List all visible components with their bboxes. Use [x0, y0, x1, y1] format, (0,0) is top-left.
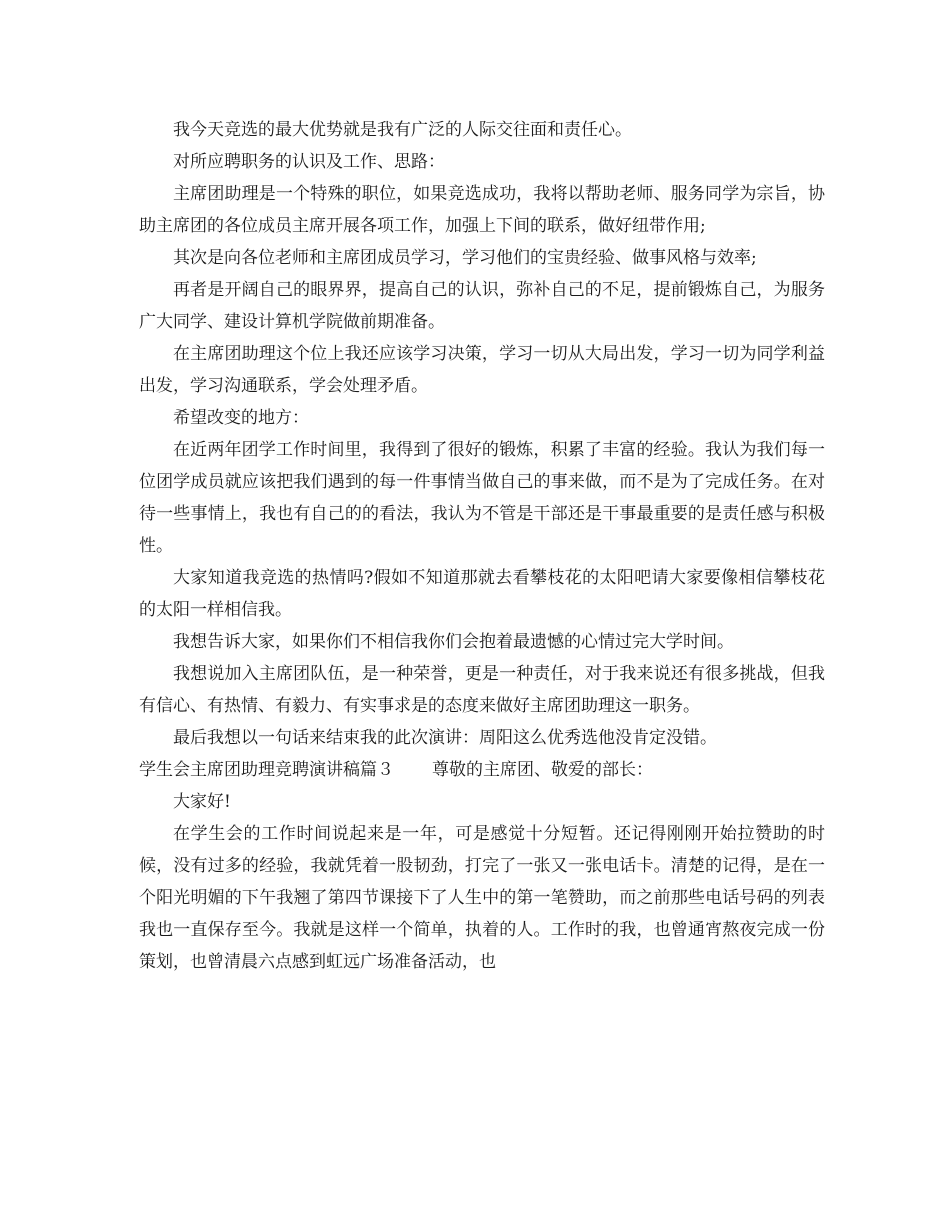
- paragraph: 最后我想以一句话来结束我的此次演讲：周阳这么优秀选他没肯定没错。: [173, 728, 717, 748]
- paragraph: 我今天竞选的最大优势就是我有广泛的人际交往面和责任心。: [173, 120, 632, 140]
- paragraph: 大家知道我竞选的热情吗?假如不知道那就去看攀枝花的太阳吧请大家要像相信攀枝花的太阳一样相信我。: [139, 568, 825, 620]
- salutation: 尊敬的主席团、敬爱的部长：: [432, 760, 653, 780]
- greeting: 大家好!: [173, 792, 231, 812]
- paragraph: 在学生会的工作时间说起来是一年，可是感觉十分短暂。还记得刚刚开始拉赞助的时候，没有过多的经验，我就凭着一股韧劲，打完了一张又一张电话卡。清楚的记得，是在一个阳光明媚的下午我翘了第四节课接下了人生中的第一笔赞助，而之前那些电话号码的列表我也一直保存至今。我就是这样一个简单，执着的人。工作时的我，也曾通宵熬夜完成一份策划，也曾清晨六点感到虹远广场准备活动，也: [139, 824, 825, 972]
- document-body: [139, 114, 825, 978]
- paragraph: 希望改变的地方：: [173, 408, 309, 428]
- paragraph: 在近两年团学工作时间里，我得到了很好的锻炼，积累了丰富的经验。我认为我们每一位团学成员就应该把我们遇到的每一件事情当做自己的事来做，而不是为了完成任务。在对待一些事情上，我也有自己的的看法，我认为不管是干部还是干事最重要的是责任感与积极性。: [139, 440, 825, 556]
- paragraph: 对所应聘职务的认识及工作、思路：: [173, 152, 445, 172]
- paragraph: 再者是开阔自己的眼界界，提高自己的认识，弥补自己的不足，提前锻炼自己，为服务广大同学、建设计算机学院做前期准备。: [139, 280, 825, 332]
- paragraph: 在主席团助理这个位上我还应该学习决策，学习一切从大局出发，学习一切为同学利益出发，学习沟通联系，学会处理矛盾。: [139, 344, 825, 396]
- paragraph: 其次是向各位老师和主席团成员学习，学习他们的宝贵经验、做事风格与效率;: [173, 248, 757, 268]
- paragraph: 我想告诉大家，如果你们不相信我你们会抱着最遗憾的心情过完大学时间。: [173, 632, 734, 652]
- paragraph: 我想说加入主席团队伍，是一种荣誉，更是一种责任，对于我来说还有很多挑战，但我有信心、有热情、有毅力、有实事求是的态度来做好主席团助理这一职务。: [139, 664, 825, 716]
- paragraph: 主席团助理是一个特殊的职位，如果竞选成功，我将以帮助老师、服务同学为宗旨，协助主席团的各位成员主席开展各项工作，加强上下间的联系，做好纽带作用;: [139, 184, 825, 236]
- section-title: 学生会主席团助理竞聘演讲稿篇３: [139, 760, 394, 780]
- section-heading-line: [139, 754, 825, 786]
